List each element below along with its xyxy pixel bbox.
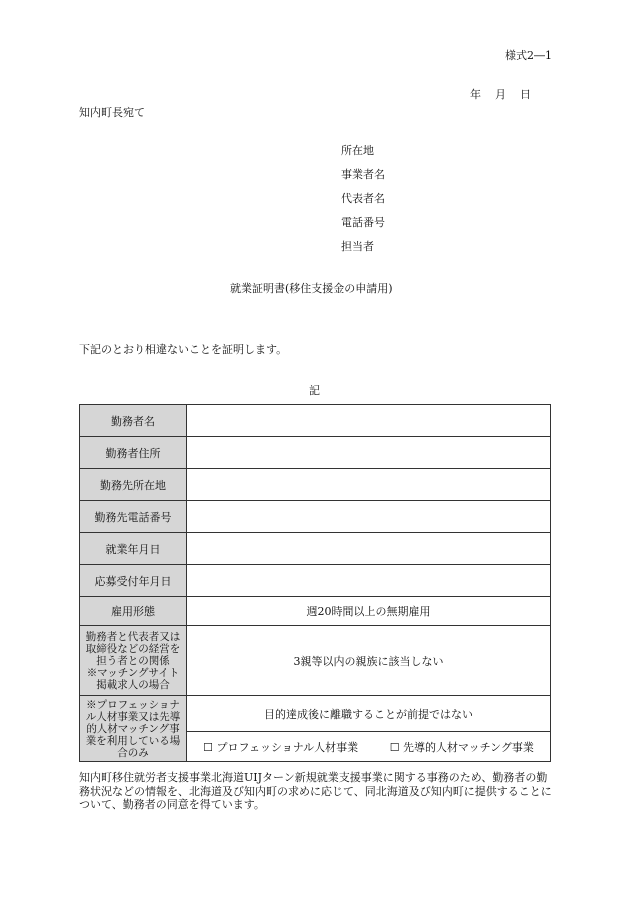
worker-address-field[interactable] (187, 437, 551, 469)
date-line (470, 88, 545, 101)
applicant-address-label: 所在地 (341, 144, 374, 157)
row-label: 応募受付年月日 (80, 565, 187, 597)
relation-label-line: 取締役などの経営を (85, 642, 181, 655)
table-row (80, 597, 551, 626)
certificate-table (79, 404, 551, 762)
relation-label (80, 626, 187, 696)
pro-value: 目的達成後に離職することが前提ではない (187, 696, 551, 732)
pro-label-line: 業を利用している場 (85, 734, 181, 747)
row-label: 雇用形態 (80, 597, 187, 626)
workplace-address-field[interactable] (187, 469, 551, 501)
certification-statement: 下記のとおり相違ないことを証明します。 (79, 343, 288, 356)
table-row (80, 437, 551, 469)
worker-name-field[interactable] (187, 405, 551, 437)
ki-heading: 記 (309, 384, 320, 397)
row-label: 勤務先所在地 (80, 469, 187, 501)
table-row (80, 469, 551, 501)
relation-label-line: ※マッチングサイト (86, 666, 180, 679)
pro-label-line: 的人材マッチング事 (86, 722, 180, 735)
consent-note: 知内町移住就労者支援事業北海道UIJターン新規就業支援事業に関する事務のため、勤務者の勤務状況などの情報を、北海道及び知内町の求めに応じて、同北海道及び知内町に提供することについて、勤務者の同意を得ています。 (79, 771, 552, 811)
date-year: 年 (470, 88, 481, 101)
table-row (80, 533, 551, 565)
table-row (80, 626, 551, 696)
workplace-phone-field[interactable] (187, 501, 551, 533)
applicant-representative-label: 代表者名 (341, 192, 385, 205)
row-label: 勤務者名 (80, 405, 187, 437)
pro-options (187, 732, 551, 762)
leading-matching-checkbox[interactable]: ☐ 先導的人材マッチング事業 (389, 740, 534, 754)
applicant-contact-label: 担当者 (341, 240, 374, 253)
professional-talent-checkbox[interactable]: ☐ プロフェッショナル人材事業 (203, 740, 359, 754)
table-row (80, 501, 551, 533)
document-title: 就業証明書(移住支援金の申請用) (230, 282, 393, 295)
relation-value: 3親等以内の親族に該当しない (187, 626, 551, 696)
row-label: 勤務先電話番号 (80, 501, 187, 533)
employment-date-field[interactable] (187, 533, 551, 565)
date-month: 月 (495, 88, 506, 101)
relation-label-line: 掲載求人の場合 (96, 678, 170, 691)
pro-label (80, 696, 187, 762)
applicant-business-name-label: 事業者名 (341, 168, 385, 181)
pro-label-line: ル人材事業又は先導 (85, 710, 181, 723)
addressee: 知内町長宛て (79, 106, 145, 119)
application-date-field[interactable] (187, 565, 551, 597)
table-row (80, 696, 551, 732)
row-label: 就業年月日 (80, 533, 187, 565)
relation-label-line: 勤務者と代表者又は (85, 630, 181, 643)
pro-label-line: 合のみ (117, 746, 149, 759)
applicant-phone-label: 電話番号 (341, 216, 385, 229)
form-number: 様式2―1 (505, 49, 552, 62)
employment-type-value: 週20時間以上の無期雇用 (187, 597, 551, 626)
pro-label-line: ※プロフェッショナ (86, 698, 180, 711)
table-row (80, 565, 551, 597)
row-label: 勤務者住所 (80, 437, 187, 469)
relation-label-line: 担う者との関係 (96, 654, 170, 667)
date-day: 日 (520, 88, 531, 101)
table-row (80, 405, 551, 437)
